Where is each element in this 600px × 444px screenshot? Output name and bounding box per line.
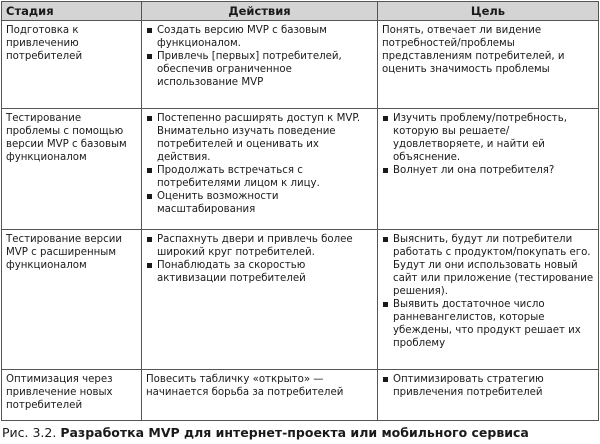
actions-list bbox=[146, 24, 373, 89]
header-row bbox=[2, 2, 599, 21]
list-item: Выяснить, будут ли потребители работать с продуктом/покупать его. Будут ли они использовать новый сайт или приложение (тестирование решения). bbox=[382, 233, 594, 298]
figure-caption bbox=[2, 425, 529, 440]
stage-cell bbox=[2, 21, 142, 109]
list-item: Привлечь [первых] потребителей, обеспечив ограниченное использование MVP bbox=[146, 50, 373, 89]
caption-prefix: Рис. 3.2. bbox=[2, 425, 57, 440]
list-item: Создать версию MVP с базовым функционалом. bbox=[146, 24, 373, 50]
list-item: Оценить возможности масштабирования bbox=[146, 190, 373, 216]
header-goal: Цель bbox=[378, 2, 599, 21]
list-item: Волнует ли она потребителя? bbox=[382, 164, 594, 177]
header-stage: Стадия bbox=[2, 2, 142, 21]
stage-text: Оптимизация через привлечение новых потребителей bbox=[6, 374, 113, 411]
goal-cell bbox=[378, 370, 599, 421]
list-item: Понаблюдать за скоростью активизации потребителей bbox=[146, 259, 373, 285]
goal-cell bbox=[378, 109, 599, 230]
goal-cell bbox=[378, 21, 599, 109]
actions-cell bbox=[142, 21, 378, 109]
list-item: Изучить проблему/потребность, которую вы решаете/удовлетворяете, и найти ей объяснение. bbox=[382, 112, 594, 164]
caption-title: Разработка MVP для интернет-проекта или мобильного сервиса bbox=[60, 425, 529, 440]
goals-list bbox=[382, 233, 594, 350]
list-item: Распахнуть двери и привлечь более широкий круг потребителей. bbox=[146, 233, 373, 259]
stage-text: Тестирование проблемы с помощью версии MVP с базовым функционалом bbox=[6, 113, 127, 163]
list-item: Постепенно расширять доступ к MVP. Внимательно изучать поведение потребителей и оценивать их действия. bbox=[146, 112, 373, 164]
stage-text: Подготовка к привлечению потребителей bbox=[6, 25, 83, 62]
list-item: Выявить достаточное число ранневангелистов, которые убеждены, что продукт решает их проблему bbox=[382, 298, 594, 350]
actions-cell bbox=[142, 109, 378, 230]
goal-text: Понять, отвечает ли видение потребностей/проблемы представлениям потребителей, и оценить значимость проблемы bbox=[382, 25, 565, 75]
table-row bbox=[2, 230, 599, 370]
actions-cell bbox=[142, 230, 378, 370]
goal-cell bbox=[378, 230, 599, 370]
list-item: Продолжать встречаться с потребителями лицом к лицу. bbox=[146, 164, 373, 190]
actions-cell bbox=[142, 370, 378, 421]
stage-cell bbox=[2, 370, 142, 421]
table-row bbox=[2, 109, 599, 230]
actions-list bbox=[146, 233, 373, 285]
header-actions: Действия bbox=[142, 2, 378, 21]
goals-list bbox=[382, 373, 594, 399]
table-row bbox=[2, 370, 599, 421]
mvp-stages-table bbox=[1, 1, 599, 421]
stage-cell bbox=[2, 230, 142, 370]
stage-text: Тестирование версии MVP с расширенным функционалом bbox=[6, 234, 122, 271]
stage-cell bbox=[2, 109, 142, 230]
list-item: Оптимизировать стратегию привлечения потребителей bbox=[382, 373, 594, 399]
action-text: Повесить табличку «открыто» — начинается борьба за потребителей bbox=[146, 374, 344, 398]
table-row bbox=[2, 21, 599, 109]
goals-list bbox=[382, 112, 594, 177]
actions-list bbox=[146, 112, 373, 216]
